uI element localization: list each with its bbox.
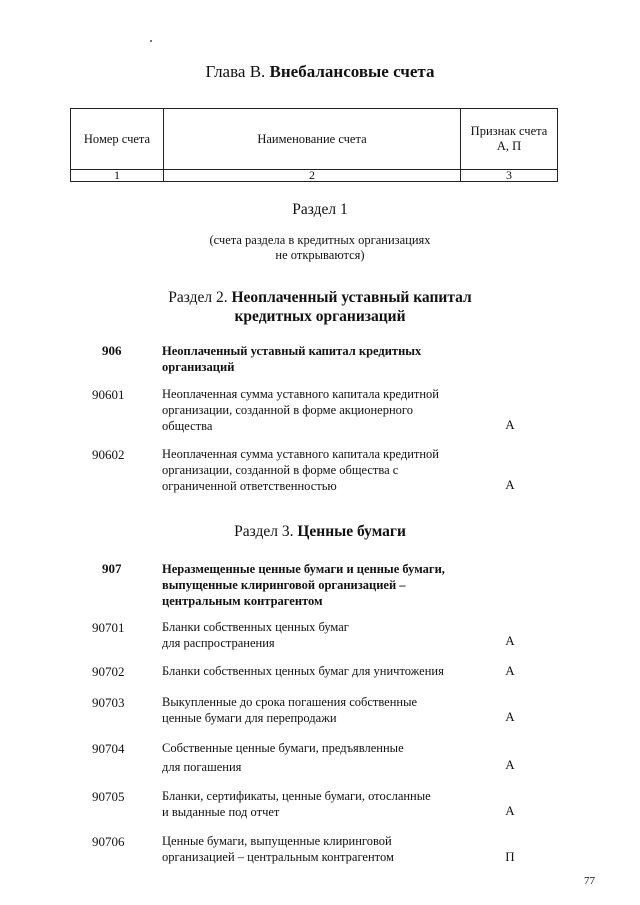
section2-title-line1: Неоплаченный уставный капитал — [231, 289, 472, 306]
account-name — [162, 619, 482, 651]
account-name — [162, 343, 482, 375]
account-number: 90601 — [92, 387, 125, 402]
account-number: 90702 — [92, 664, 125, 679]
account-sign: А — [505, 757, 515, 772]
account-name-line: для погашения — [162, 760, 242, 774]
account-name-line: ценные бумаги для перепродажи — [162, 711, 337, 725]
account-name — [162, 386, 482, 434]
account-number: 90701 — [92, 620, 125, 635]
account-name-line: Неоплаченная сумма уставного капитала кредитной — [162, 447, 439, 461]
account-name-line: организацией – центральным контрагентом — [162, 850, 394, 864]
account-name-line: для распространения — [162, 636, 275, 650]
chapter-title: Внебалансовые счета — [269, 62, 435, 81]
account-name-line: Выкупленные до срока погашения собственные — [162, 695, 418, 709]
account-name — [162, 446, 482, 494]
account-name — [162, 788, 482, 820]
account-name-line: Неоплаченная сумма уставного капитала кредитной — [162, 387, 439, 401]
account-number: 90704 — [92, 741, 125, 756]
account-name-line: и выданные под отчет — [162, 805, 280, 819]
account-name-line: ограниченной ответственностью — [162, 479, 337, 493]
account-name-line: центральным контрагентом — [162, 594, 323, 608]
column-numbers-row — [71, 170, 558, 182]
col-sign-line2: А, П — [496, 139, 522, 153]
chapter-prefix: Глава В. — [205, 62, 266, 81]
account-name-line: организации, созданной в форме акционерного — [162, 403, 413, 417]
col-num-1: 1 — [71, 170, 164, 182]
account-number: 90703 — [92, 695, 125, 710]
section2-prefix: Раздел 2. — [168, 289, 228, 306]
account-number: 90706 — [92, 834, 125, 849]
header-table — [70, 108, 558, 182]
account-name-line: Собственные ценные бумаги, предъявленные — [162, 741, 404, 755]
account-sign: А — [505, 803, 515, 818]
account-sign: А — [505, 417, 515, 432]
page-number: 77 — [584, 875, 595, 887]
account-name-line: Неоплаченный уставный капитал кредитных — [162, 344, 422, 358]
account-name-line: Ценные бумаги, выпущенные клиринговой — [162, 834, 392, 848]
account-name — [162, 740, 482, 775]
account-name-line: организации, созданной в форме общества с — [162, 463, 399, 477]
col-sign-line1: Признак счета — [470, 124, 548, 138]
col-num-2: 2 — [164, 170, 461, 182]
account-number: 90705 — [92, 789, 125, 804]
account-number: 906 — [102, 343, 122, 358]
account-name-line: Неразмещенные ценные бумаги и ценные бумаги, — [162, 562, 445, 576]
col-num-3: 3 — [461, 170, 558, 182]
account-sign: А — [505, 663, 515, 678]
account-sign: А — [505, 633, 515, 648]
account-name — [162, 694, 482, 726]
section3-title-text: Ценные бумаги — [297, 523, 406, 540]
chapter-heading — [0, 62, 640, 82]
scan-speck — [150, 40, 152, 42]
col-name-header: Наименование счета — [164, 109, 461, 170]
account-name — [162, 663, 482, 679]
account-name — [162, 561, 482, 609]
account-name-line: Бланки собственных ценных бумаг — [162, 620, 349, 634]
section2-title — [0, 288, 640, 307]
account-name-line: Бланки собственных ценных бумаг для уничтожения — [162, 664, 444, 678]
account-number: 90602 — [92, 447, 125, 462]
section1-note-2: не открываются) — [275, 248, 365, 262]
section3-title — [0, 522, 640, 541]
section2-title-line2: кредитных организаций — [234, 308, 406, 325]
account-sign: П — [505, 849, 515, 864]
header-row — [71, 109, 558, 170]
account-sign: А — [505, 477, 515, 492]
col-sign-header — [461, 109, 558, 170]
section1-title: Раздел 1 — [292, 201, 348, 218]
account-sign: А — [505, 709, 515, 724]
section1-note-1: (счета раздела в кредитных организациях — [209, 233, 431, 247]
account-name — [162, 833, 482, 865]
account-name-line: организаций — [162, 360, 235, 374]
account-name-line: выпущенные клиринговой организацией – — [162, 578, 406, 592]
account-number: 907 — [102, 561, 122, 576]
col-number-header: Номер счета — [71, 109, 164, 170]
account-name-line: Бланки, сертификаты, ценные бумаги, отосланные — [162, 789, 431, 803]
section3-prefix: Раздел 3. — [234, 523, 294, 540]
account-name-line: общества — [162, 419, 213, 433]
